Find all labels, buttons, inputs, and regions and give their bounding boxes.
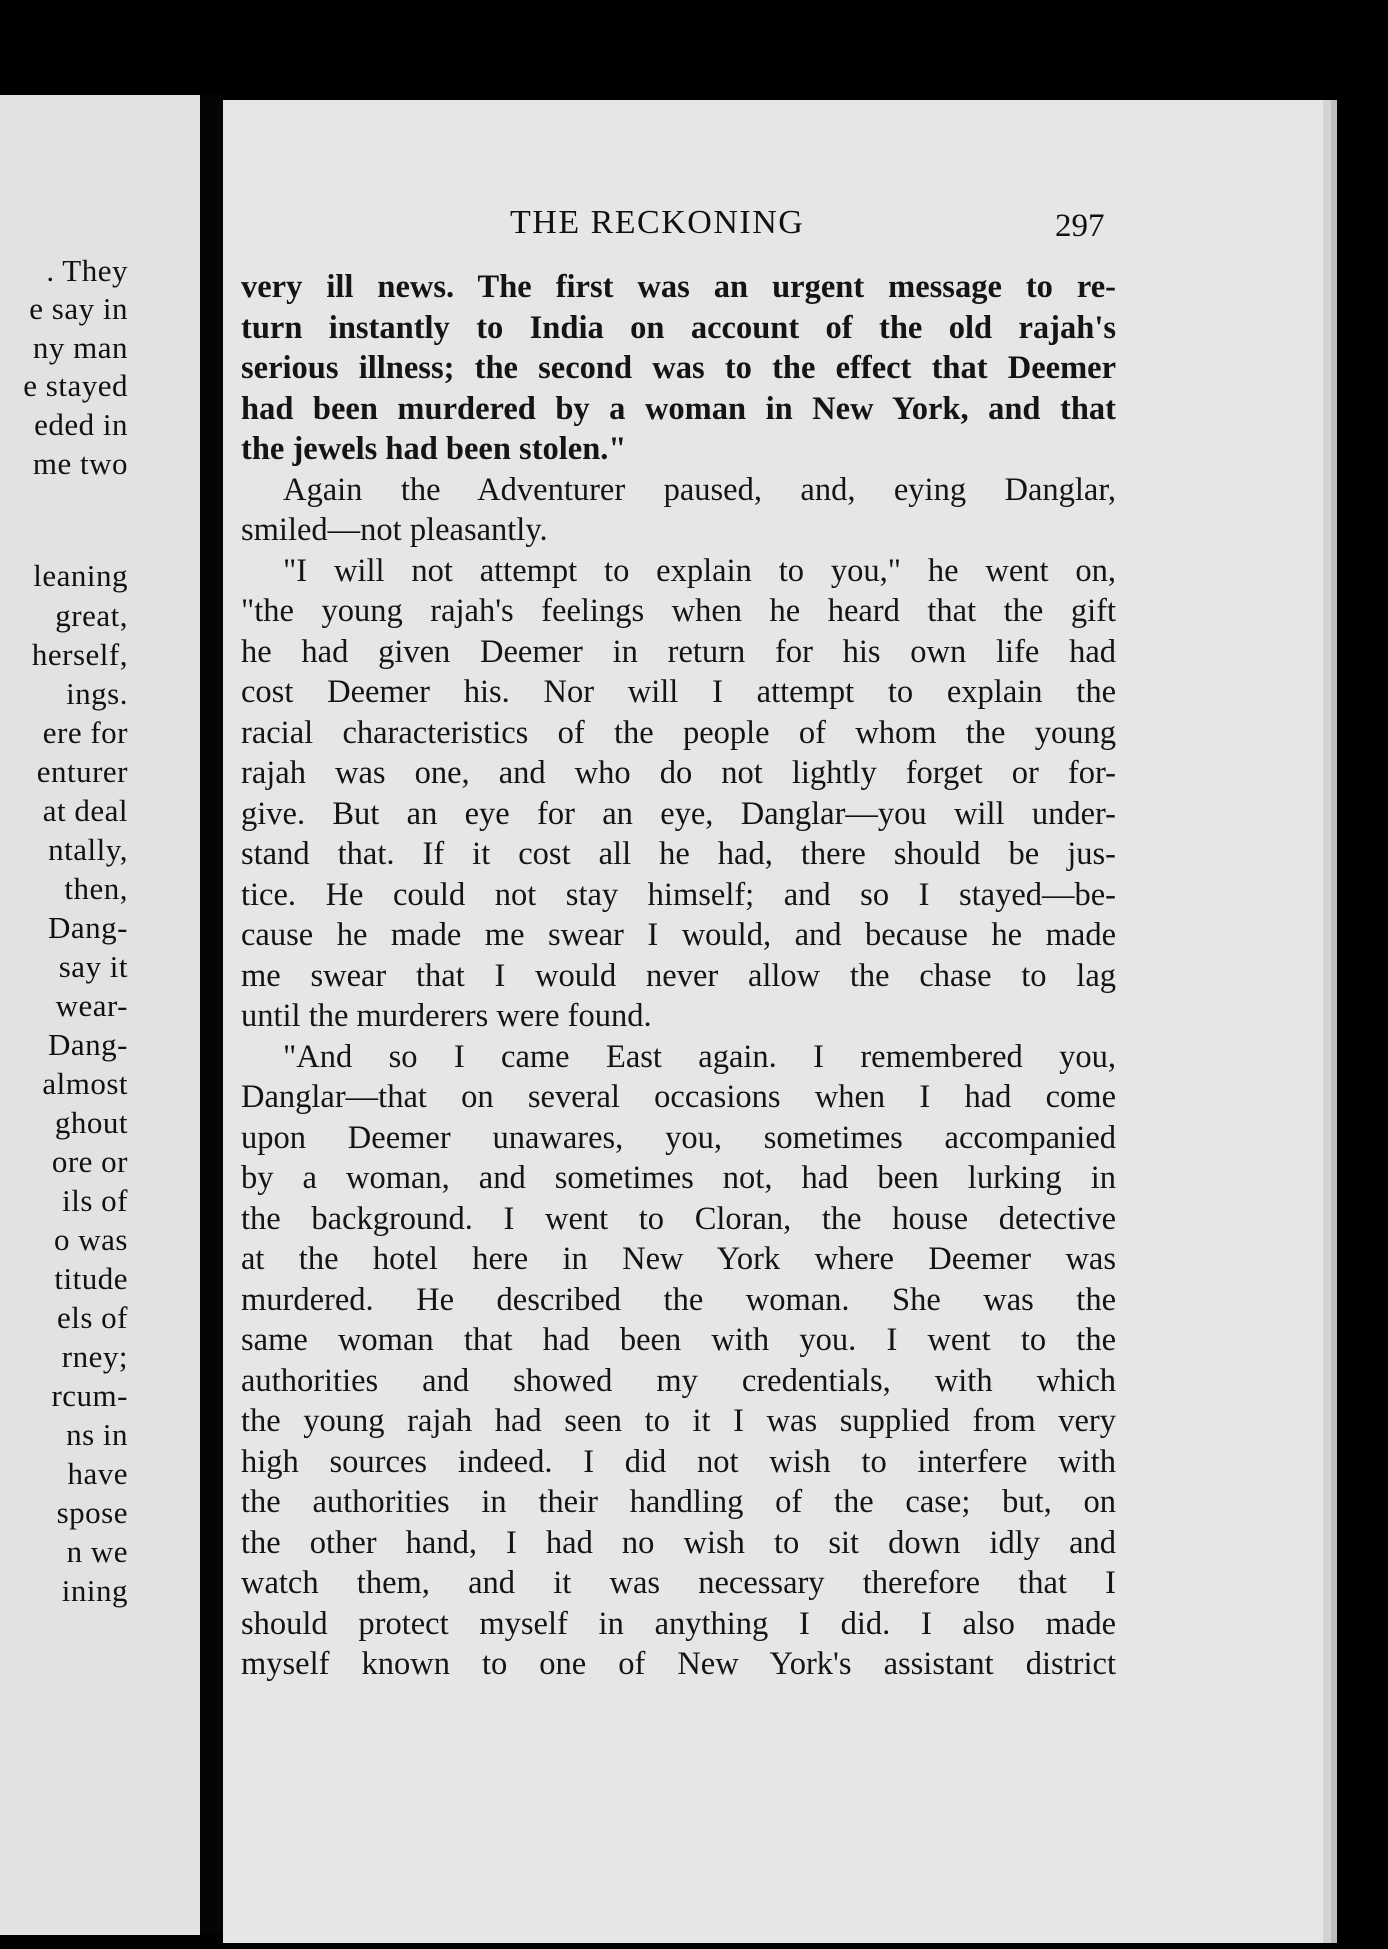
text-line: Again the Adventurer paused, and, eying Danglar, [283, 471, 1116, 508]
left-page-line: ings. [66, 676, 128, 711]
left-page-line: great, [55, 598, 128, 633]
text-line: murdered. He described the woman. She was the [241, 1281, 1116, 1318]
left-page-line: rcum- [51, 1378, 128, 1413]
text-line: "I will not attempt to explain to you," he went on, [283, 552, 1116, 589]
left-page-line: almost [42, 1066, 128, 1101]
page-number: 297 [1055, 208, 1105, 244]
left-page-line: ils of [62, 1183, 128, 1218]
left-page-line: ny man [32, 330, 128, 365]
text-line: watch them, and it was necessary therefore that I [241, 1565, 1116, 1601]
left-page-line: enturer [36, 754, 128, 789]
text-line: myself known to one of New York's assistant district [241, 1646, 1116, 1682]
left-page-line: ining [61, 1573, 128, 1608]
left-page-line: say it [58, 949, 128, 984]
text-line: smiled—not pleasantly. [241, 512, 548, 548]
body-text [241, 267, 1116, 1685]
text-line: upon Deemer unawares, you, sometimes accompanied [241, 1119, 1116, 1156]
text-line: rajah was one, and who do not lightly forget or for- [241, 755, 1116, 791]
left-page-line: ghout [54, 1105, 128, 1140]
text-line: the authorities in their handling of the case; but, on [241, 1484, 1116, 1520]
text-line: tice. He could not stay himself; and so I stayed—be- [241, 876, 1116, 913]
left-page-line: then, [64, 871, 128, 906]
left-page-line: spose [56, 1495, 128, 1530]
left-page-line: e stayed [23, 368, 128, 403]
text-line: until the murderers were found. [241, 998, 652, 1034]
text-line: by a woman, and sometimes not, had been lurking in [241, 1160, 1116, 1196]
text-line: give. But an eye for an eye, Danglar—you will under- [241, 795, 1116, 832]
left-page-line: . They [46, 253, 128, 288]
left-page-line: Dang- [48, 1027, 128, 1062]
left-page-line: ore or [51, 1144, 128, 1179]
text-line: cause he made me swear I would, and because he made [241, 917, 1116, 953]
left-page-line: n we [66, 1534, 128, 1569]
text-line: "the young rajah's feelings when he heard that the gift [241, 593, 1116, 629]
text-line: turn instantly to India on account of the old rajah's [241, 309, 1116, 346]
left-page-line: o was [54, 1222, 128, 1257]
book-gutter [200, 95, 223, 1935]
left-page-line: herself, [31, 637, 128, 672]
left-page-line: Dang- [48, 910, 128, 945]
left-page-line: me two [32, 446, 128, 481]
text-line: very ill news. The first was an urgent message to re- [241, 269, 1116, 305]
text-line: he had given Deemer in return for his own life had [241, 633, 1116, 670]
text-line: the other hand, I had no wish to sit down idly and [241, 1524, 1116, 1561]
text-line: should protect myself in anything I did. I also made [241, 1605, 1116, 1642]
text-line: authorities and showed my credentials, with which [241, 1362, 1116, 1399]
left-page-line: ns in [66, 1417, 128, 1452]
left-page-line: rney; [61, 1339, 128, 1374]
left-page-line: wear- [55, 988, 128, 1023]
left-page-line: els of [56, 1300, 128, 1335]
right-page [223, 100, 1337, 1943]
running-head: THE RECKONING [510, 204, 805, 241]
text-line: "And so I came East again. I remembered you, [283, 1038, 1116, 1075]
text-line: at the hotel here in New York where Deemer was [241, 1241, 1116, 1277]
left-page-line: titude [54, 1261, 128, 1296]
text-line: cost Deemer his. Nor will I attempt to explain the [241, 674, 1116, 710]
left-page-line: eded in [34, 407, 128, 442]
left-page-line: e say in [29, 291, 128, 326]
left-page-line: at deal [42, 793, 128, 828]
text-line: racial characteristics of the people of whom the young [241, 714, 1116, 751]
left-page-line: ere for [42, 715, 128, 750]
left-page-line: ntally, [48, 832, 128, 867]
left-page-line: have [67, 1456, 128, 1491]
text-line: high sources indeed. I did not wish to interfere with [241, 1443, 1116, 1480]
text-line: Danglar—that on several occasions when I had come [241, 1079, 1116, 1115]
text-line: serious illness; the second was to the effect that Deemer [241, 350, 1116, 386]
text-line: me swear that I would never allow the chase to lag [241, 957, 1116, 994]
text-line: the jewels had been stolen." [241, 431, 627, 467]
text-line: the background. I went to Cloran, the house detective [241, 1200, 1116, 1237]
text-line: had been murdered by a woman in New York, and that [241, 390, 1116, 427]
text-line: same woman that had been with you. I went to the [241, 1322, 1116, 1358]
left-page [0, 95, 200, 1935]
text-line: the young rajah had seen to it I was supplied from very [241, 1403, 1116, 1439]
text-line: stand that. If it cost all he had, there should be jus- [241, 836, 1116, 872]
left-page-line: leaning [33, 558, 128, 593]
